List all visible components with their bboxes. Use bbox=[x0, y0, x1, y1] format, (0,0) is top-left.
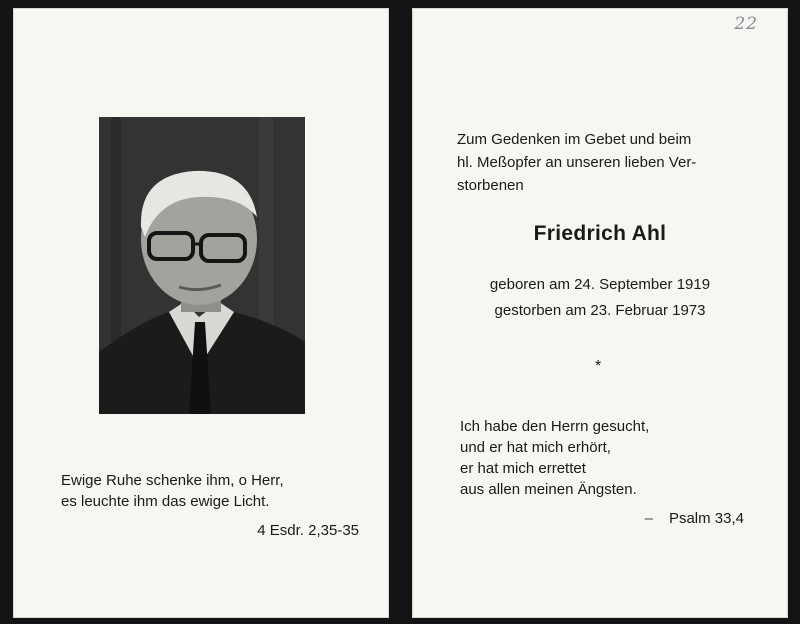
eternal-rest-verse bbox=[61, 470, 381, 512]
psalm-verse bbox=[460, 416, 760, 500]
portrait-illustration bbox=[99, 117, 305, 414]
psalm-dash: – bbox=[644, 510, 653, 527]
intro-line: storbenen bbox=[457, 177, 524, 194]
verse-line: Ewige Ruhe schenke ihm, o Herr, bbox=[61, 472, 284, 489]
intro-line: hl. Meßopfer an unseren lieben Ver- bbox=[457, 154, 697, 171]
life-dates bbox=[412, 272, 788, 324]
verse-reference: 4 Esdr. 2,35-35 bbox=[257, 522, 359, 539]
deceased-name: Friedrich Ahl bbox=[533, 222, 667, 245]
memorial-intro bbox=[457, 128, 767, 197]
psalm-line: er hat mich errettet bbox=[460, 460, 586, 477]
psalm-reference-row bbox=[460, 510, 744, 527]
psalm-line: aus allen meinen Ängsten. bbox=[460, 481, 637, 498]
birth-date: geboren am 24. September 1919 bbox=[489, 276, 711, 293]
psalm-line: Ich habe den Herrn gesucht, bbox=[460, 418, 650, 435]
handwritten-number: 22 bbox=[734, 14, 758, 34]
intro-line: Zum Gedenken im Gebet und beim bbox=[457, 131, 692, 148]
psalm-reference: Psalm 33,4 bbox=[668, 510, 744, 527]
portrait-photo bbox=[99, 117, 305, 414]
right-card bbox=[412, 8, 788, 618]
verse-line: es leuchte ihm das ewige Licht. bbox=[61, 493, 270, 510]
left-card bbox=[13, 8, 389, 618]
separator-star: * bbox=[595, 358, 602, 375]
death-date: gestorben am 23. Februar 1973 bbox=[494, 302, 706, 319]
psalm-line: und er hat mich erhört, bbox=[460, 439, 611, 456]
